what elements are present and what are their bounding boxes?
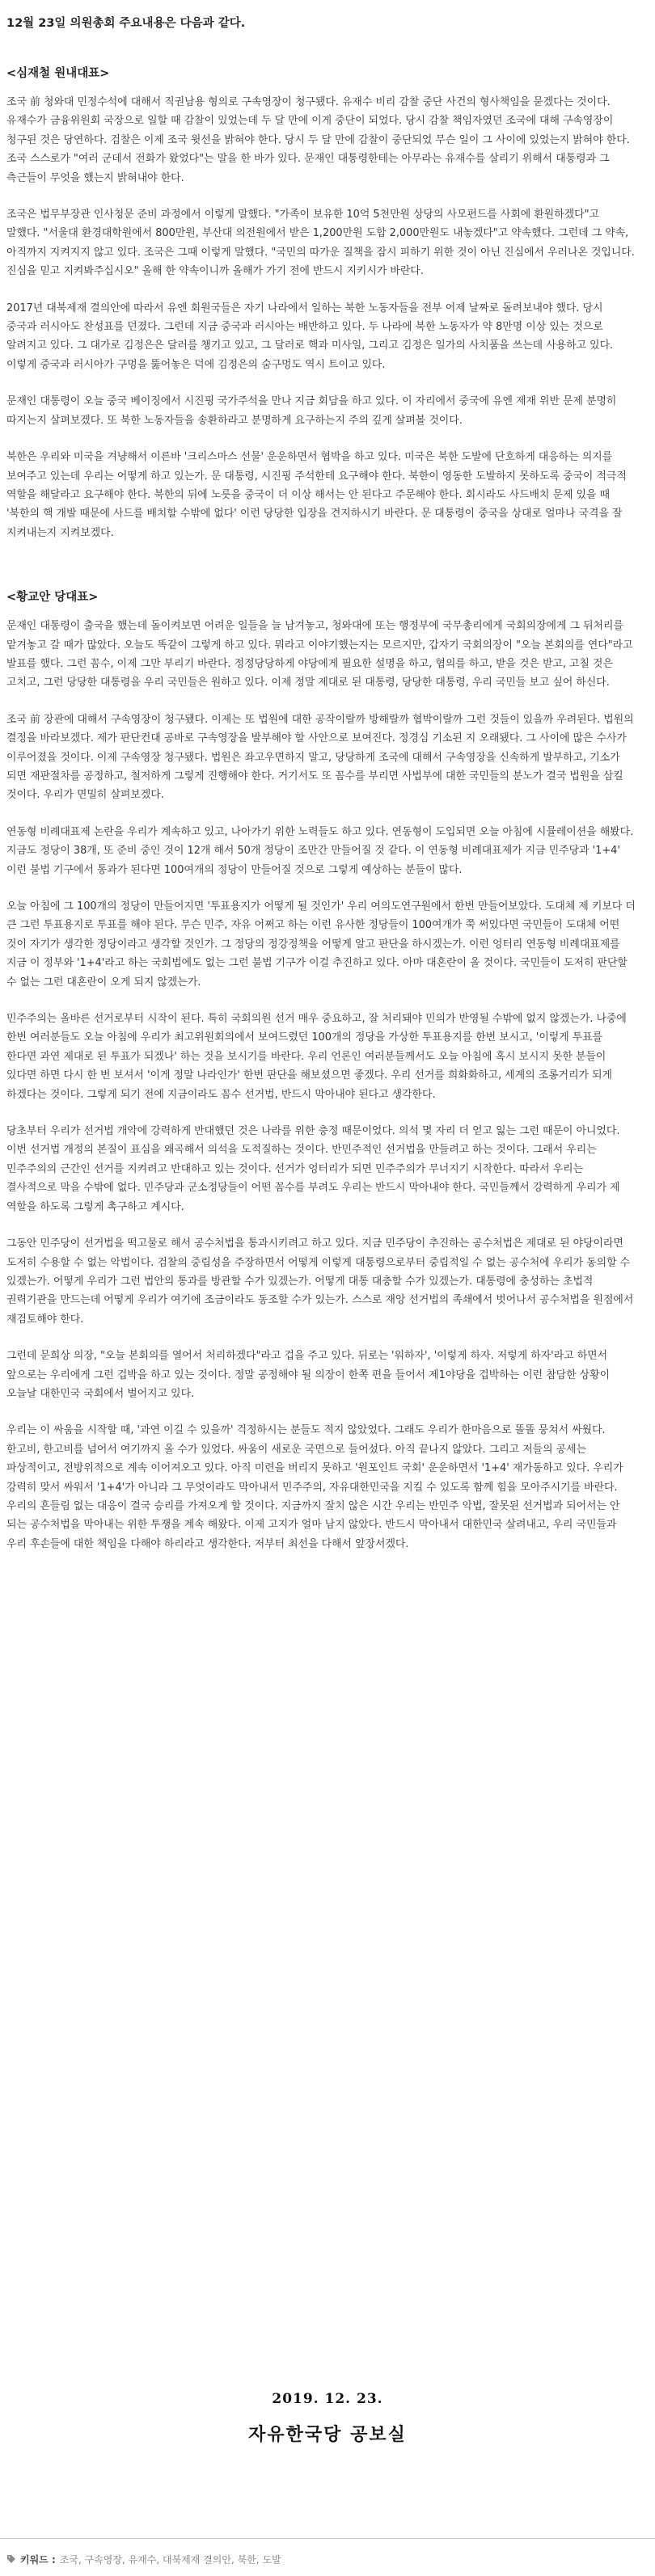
paragraph: 그동안 민주당이 선거법을 떡고물로 해서 공수처법을 통과시키려고 하고 있다. 지금 민주당이 추진하는 공수처법은 제대로 된 야당이라면 도저히 수용할 수 없는 악법이다. 검찰의 중립성을 주장하면서 어떻게 이렇게 대통령으로부터 중립적일 수 없는 공수처에 우리가 동의할 수 있겠는가. 어떻게 우리가 그런 법안의 통과를 방관할 수가 있겠는가. 어떻게 대통 대충할 수가 있겠는가. 대통령에 충성하는 초법적 권력기관을 만드는데 어떻게 우리가 여기에 조금이라도 동조할 수가 있는가. 스스로 재앙 선거법의 족쇄에서 벗어나서 공수처법을 원점에서 재검토해야 한다. — [6, 1237, 634, 1326]
closing-date: 2019. 12. 23. — [272, 2391, 383, 2407]
section-heading: <황교안 당대표> — [6, 591, 99, 605]
section-heading: <심재철 원내대표> — [6, 67, 110, 80]
paragraph: 그런데 문희상 의장, "오늘 본회의를 열어서 처리하겠다"라고 겁을 주고 있다. 뒤로는 '워하자', '이렇게 하자. 저렇게 하자'라고 하면서 앞으로는 우리에게 그런 겁박을 하고 있는 것이다. 정말 공정해야 될 의장이 한쪽 편을 들어서 제1야당을 겁박하는 이런 참담한 상황이 오늘날 대한민국 국회에서 벌어지고 있다. — [6, 1350, 611, 1400]
keywords-bar — [6, 2550, 645, 2568]
paragraph: 우리는 이 싸움을 시작할 때, '과연 이길 수 있을까' 걱정하시는 분들도 적지 않았었다. 그래도 우리가 한마음으로 똘똘 뭉쳐서 싸웠다. 한고비, 한고비를 넘어서 여기까지 올 수가 있었다. 싸움이 새로운 국면으로 들어섰다. 아직 끝나지 않았다. 그리고 저들의 공세는 파상적이고, 전방위적으로 계속 이어져오고 있다. 아직 미련을 버리지 못하고 '원포인트 국회' 운운하면서 '1+4' 재가동하고 있다. 우리가 강력히 맞서 싸워서 '1+4'가 아니라 그 무엇이라도 막아내서 민주주의, 자유대한민국을 지킬 수 있도록 함께 힘을 모아주시기를 바란다. 우리의 흔들림 없는 대응이 결국 승리를 가져오게 할 것이다. 지금까지 잘치 않은 시간 우리는 반민주 악법, 잘못된 선거법과 되어서는 안 되는 공수처법을 막아내는 위한 투쟁을 계속 해왔다. 이제 고지가 얼마 남지 않았다. 반드시 막아내서 대한민국 살려내고, 우리 국민들과 우리 후손들에 대한 책임을 다해야 하리라고 생각한다. 저부터 최선을 다해서 앞장서겠다. — [6, 1424, 623, 1550]
keywords-label: 키워드 : — [20, 2553, 56, 2565]
paragraph: 민주주의는 올바른 선거로부터 시작이 된다. 특히 국회의원 선거 매우 중요하고, 잘 처리돼야 민의가 반영될 수밖에 없지 않겠는가. 나중에 한번 여러분들도 오늘 아침에 우리가 최고위원회의에서 보여드렸던 100개의 정당을 가상한 투표용지를 한번 보시고, '이렇게 투표를 한다면 과연 제대로 된 투표가 되겠나' 하는 것을 보시기를 바란다. 우리 언론인 여러분들께서도 오늘 아침에 혹시 보시지 못한 분들이 있다면 하면 다시 한 번 보셔서 '이게 정말 나라인가' 한번 판단을 해보셨으면 좋겠다. 우리 선거를 희화화하고, 세계의 조롱거리가 되게 하겠다는 것이다. 그렇게 되기 전에 지금이라도 꼼수 선거법, 반드시 막아내야 된다고 생각한다. — [6, 1013, 627, 1101]
paragraph: 연동형 비례대표제 논란을 우리가 계속하고 있고, 나아가기 위한 노력들도 하고 있다. 연동형이 도입되면 오늘 아침에 시뮬레이션을 해봤다. 지금도 정당이 38개, 또 준비 중인 것이 12개 해서 50개 정당이 조만간 만들어질 것 같다. 이 연동형 비례대표제가 지금 민주당과 '1+4' 이런 불법 기구에서 통과가 된다면 100여개의 정당이 만들어질 것으로 그렇게 예상하는 분들이 많다. — [6, 825, 634, 876]
paragraph: 2017년 대북제재 결의안에 따라서 유엔 회원국들은 자기 나라에서 일하는 북한 노동자들을 전부 어제 날짜로 돌려보내야 했다. 당시 중국과 러시아도 찬성표를 던졌다. 그런데 지금 중국과 러시아는 배반하고 있다. 두 나라에 북한 노동자가 약 8만명 이상 있는 것으로 알려지고 있다. 그 대가로 김정은은 달러를 챙기고 있고, 그 달러로 핵과 미사일, 그리고 김정은 일가의 사치품을 쓰는데 사용하고 있다. 이렇게 중국과 러시아가 구멍을 뚫어놓은 덕에 김정은의 숨구멍도 역시 트이고 있다. — [6, 301, 614, 371]
paragraph: 북한은 우리와 미국을 겨냥해서 이른바 '크리스마스 선물' 운운하면서 협박을 하고 있다. 미국은 북한 도발에 단호하게 대응하는 의지를 보여주고 있는데 우리는 어떻게 하고 있는가. 문 대통령, 시진핑 주석한테 요구해야 한다. 북한이 영동한 도발하지 못하도록 중국이 적극적 역할을 해달라고 요구해야 한다. 북한의 뒤에 노릇을 중국이 더 이상 해서는 안 된다고 주문해야 한다. 회시라도 사드배치 문제 있을 때 '북한의 핵 개발 때문에 사드를 배치할 수밖에 없다' 이런 당당한 입장을 견지하시기 바란다. 문 대통령이 중국을 상대로 얼마나 국격을 잘 지켜내는지 지켜보겠다. — [6, 451, 627, 539]
section-sim-jae-cheol — [6, 65, 636, 542]
paragraph: 문재인 대통령이 출국을 했는데 돌이켜보면 어려운 일들을 늘 남겨놓고, 청와대에 또는 행정부에 국무총리에게 국회의장에게 그 뒤처리를 맡겨놓고 갈 때가 많았다. 오늘도 똑같이 그렇게 하고 있다. 뭐라고 이야기했는지는 모르지만, 갑자기 국회의장이 "오늘 본회의를 연다"라고 발표를 했다. 그런 꼼수, 이제 그만 부리기 바란다. 정정당당하게 야당에게 필요한 설명을 하고, 협의를 하고, 받을 것은 받고, 고칠 것은 고치고, 그런 당당한 대통령을 우리 국민들은 원하고 있다. 이제 정말 제대로 된 대통령, 당당한 대통령, 우리 국민들 보고 싶어 하신다. — [6, 620, 633, 689]
keywords-list[interactable]: 조국, 구속영장, 유재수, 대북제재 결의안, 북한, 도발 — [59, 2553, 281, 2565]
section-hwang-kyo-ahn — [6, 589, 636, 1554]
paragraph: 조국 前 장관에 대해서 구속영장이 청구됐다. 이제는 또 법원에 대한 공작이랄까 방해랄까 협박이랄까 그런 것들이 있을까 우려된다. 법원의 결정을 바라보겠다. 제가 판단컨대 공바로 구속영장을 발부해야 할 사안으로 보여진다. 정경심 기소된 지 오래됐다. 그 사이에 많은 수사가 이루어졌을 것이다. 이제 구속영장 청구됐다. 법원은 좌고우면하지 말고, 당당하게 조국에 대해서 구속영장을 신속하게 발부하고, 기소가 되면 재판절차를 공정하고, 철저하게 그렇게 진행해야 한다. 거기서도 또 꼼수를 부리면 사법부에 대한 국민들의 분노가 결국 법원을 삼킬 것이다. 우리가 면밀히 살펴보겠다. — [6, 713, 634, 802]
paragraph: 문재인 대통령이 오늘 중국 베이징에서 시진핑 국가주석을 만나 지금 회담을 하고 있다. 이 자리에서 중국에 유엔 제재 위반 문제 분명히 따지는지 살펴보겠다. 또 북한 노동자들을 송환하라고 분명하게 요구하는지 주의 깊게 살펴볼 것이다. — [6, 395, 617, 427]
article-body — [6, 0, 636, 1571]
spacer — [6, 560, 636, 589]
paragraph: 오늘 아침에 그 100개의 정당이 만들어지면 '투표용지가 어떻게 될 것인가' 우리 여의도연구원에서 한번 만들어보았다. 도대체 제 키보다 더 큰 그런 투표용지로 투표를 해야 된다. 무슨 민주, 자유 어쩌고 하는 이런 유사한 정당들이 100여개가 쭉 써있다면 국민들이 도대체 어떤 것이 자기가 생각한 정당이라고 생각할 것인가. 그 정당의 정강정책을 어떻게 알고 판단을 하시겠는가. 이런 엉터리 연동형 비례대표제를 지금 이 정부와 '1+4'라고 하는 국회법에도 없는 그런 불법 기구가 이걸 추진하고 있다. 아마 대혼란이 올 것이다. 국민들이 도저히 판단할 수 없는 그런 대혼란이 오게 되지 않겠는가. — [6, 900, 636, 989]
paragraph: 조국은 법무부장관 인사청문 준비 과정에서 이렇게 말했다. "가족이 보유한 10억 5천만원 상당의 사모펀드를 사회에 환원하겠다"고 말했다. "서울대 환경대학원에서 800만원, 부산대 의전원에서 받은 1,200만원 도합 2,000만원도 내놓겠다"고 약속했다. 그런데 그 약속, 아직까지 지켜지지 않고 있다. 조국은 그때 이렇게 말했다. "국민의 따가운 질책을 잠시 피하기 위한 것이 아닌 진심에서 우러나온 것입니다. 진심을 믿고 지켜봐주십시오" 올해 한 약속이니까 올해가 가기 전에 반드시 지키시가 바란다. — [6, 209, 635, 278]
spacer — [6, 45, 636, 65]
tag-icon — [6, 2554, 16, 2564]
divider — [0, 2538, 655, 2539]
paragraph: 조국 前 청와대 민정수석에 대해서 직권남용 형의로 구속영장이 청구됐다. 유재수 비리 감찰 중단 사건의 형사책임을 묻겠다는 것이다. 유재수가 금융위원회 국장으로 일할 때 감찰이 있었는데 두 달 만에 이게 중단이 되었다. 당시 감찰 책임자였던 조국에 대해 구속영장이 청구된 것은 당연하다. 검찰은 이제 조국 윗선을 밝혀야 한다. 당시 두 달 만에 감찰이 중단되었 무슨 일이 그 사이에 있었는지 밝혀야 한다. 조국 스스로가 "여러 군데서 전화가 왔었다"는 말을 한 바가 있다. 문재인 대통령한테는 아무라는 유재수를 살리기 위해서 대통령과 그 측근들이 무엇을 했는지 밝혀내야 한다. — [6, 96, 630, 184]
closing-organization: 자유한국당 공보실 — [248, 2424, 407, 2445]
article-intro: 12월 23일 의원총회 주요내용은 다음과 같다. — [6, 17, 246, 30]
paragraph: 당초부터 우리가 선거법 개악에 강력하게 반대했던 것은 나라를 위한 충정 때문이었다. 의석 몇 자리 더 얻고 잃는 그런 때문이 아니었다. 이번 선거법 개정의 본질이 표심을 왜곡해서 의석을 도적질하는 것이다. 반민주적인 선거법을 만들려고 하는 것이다. 그래서 우리는 민주주의의 근간인 선거를 지켜려고 반대하고 있는 것이다. 선거가 엉터리가 되면 민주주의가 무너지기 시작한다. 따라서 우리는 결사적으로 막을 수밖에 없다. 민주당과 군소정당들이 어떤 꼼수를 부려도 우리는 반드시 막아내야 한다. 국민들께서 강력하게 우리가 제 역할을 하도록 그렇게 촉구하고 계시다. — [6, 1125, 620, 1213]
